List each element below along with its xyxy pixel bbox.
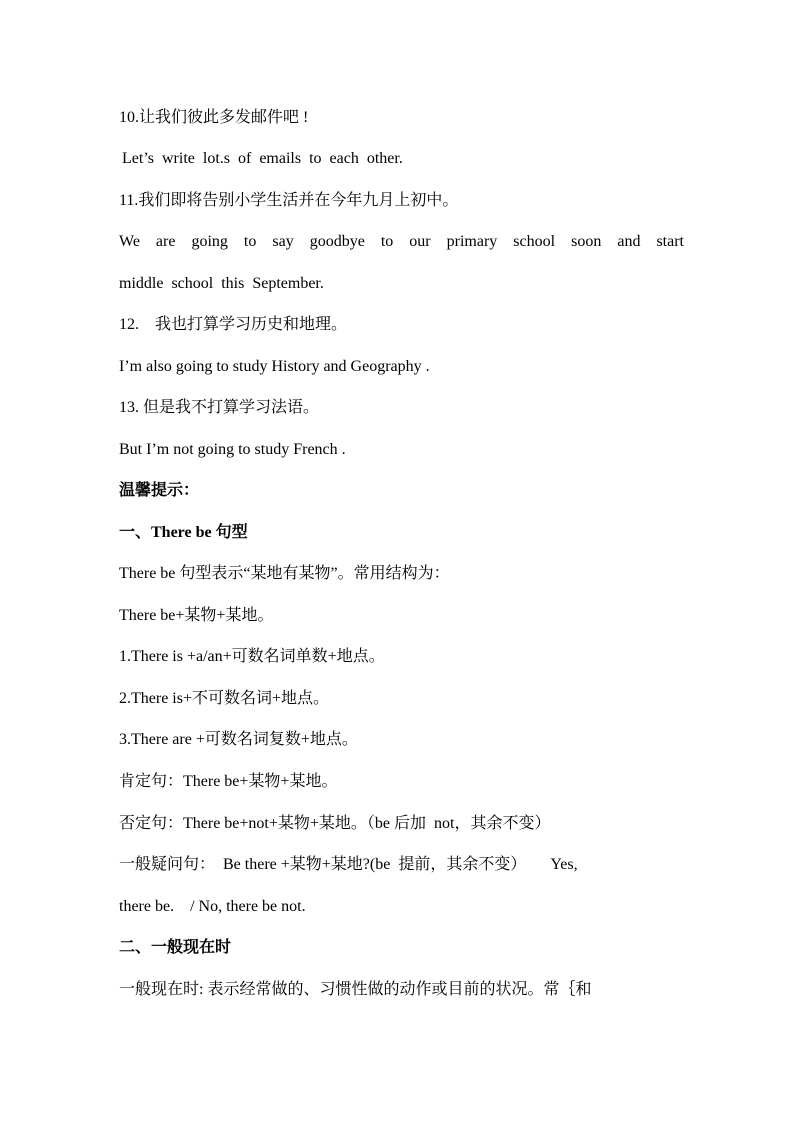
question-sentence: 一般疑问句： Be there +某物+某地?(be 提前，其余不变） Yes, xyxy=(119,856,578,873)
sentence-10-english: Let’s write lot.s of emails to each other. xyxy=(122,150,403,167)
affirmative-sentence: 肯定句：There be+某物+某地。 xyxy=(119,773,338,790)
sentence-11-chinese: 11.我们即将告别小学生活并在今年九月上初中。 xyxy=(119,192,459,209)
there-be-description: There be 句型表示“某地有某物”。常用结构为： xyxy=(119,565,450,582)
question-answers: there be. / No, there be not. xyxy=(119,898,306,915)
sentence-10-chinese: 10.让我们彼此多发邮件吧 ! xyxy=(119,109,309,126)
there-be-structure: There be+某物+某地。 xyxy=(119,607,274,624)
sentence-11-english-line-2: middle school this September. xyxy=(119,275,324,292)
present-simple-definition: 一般现在时: 表示经常做的、习惯性做的动作或目前的状况。常｛和 xyxy=(119,981,592,998)
rule-3: 3.There are +可数名词复数+地点。 xyxy=(119,731,358,748)
sentence-11-english-line-1: We are going to say goodbye to our primary school soon and start xyxy=(119,233,684,250)
tips-heading: 温馨提示： xyxy=(119,482,200,499)
sentence-13-chinese: 13. 但是我不打算学习法语。 xyxy=(119,399,320,416)
section-2-heading: 二、一般现在时 xyxy=(119,939,232,956)
sentence-12-english: I’m also going to study History and Geography . xyxy=(119,358,430,375)
rule-1: 1.There is +a/an+可数名词单数+地点。 xyxy=(119,648,385,665)
section-1-heading: 一、There be 句型 xyxy=(119,524,248,541)
sentence-13-english: But I’m not going to study French . xyxy=(119,441,346,458)
sentence-12-chinese: 12. 我也打算学习历史和地理。 xyxy=(119,316,348,333)
negative-sentence: 否定句：There be+not+某物+某地。（be 后加 not，其余不变） xyxy=(119,815,551,832)
rule-2: 2.There is+不可数名词+地点。 xyxy=(119,690,330,707)
